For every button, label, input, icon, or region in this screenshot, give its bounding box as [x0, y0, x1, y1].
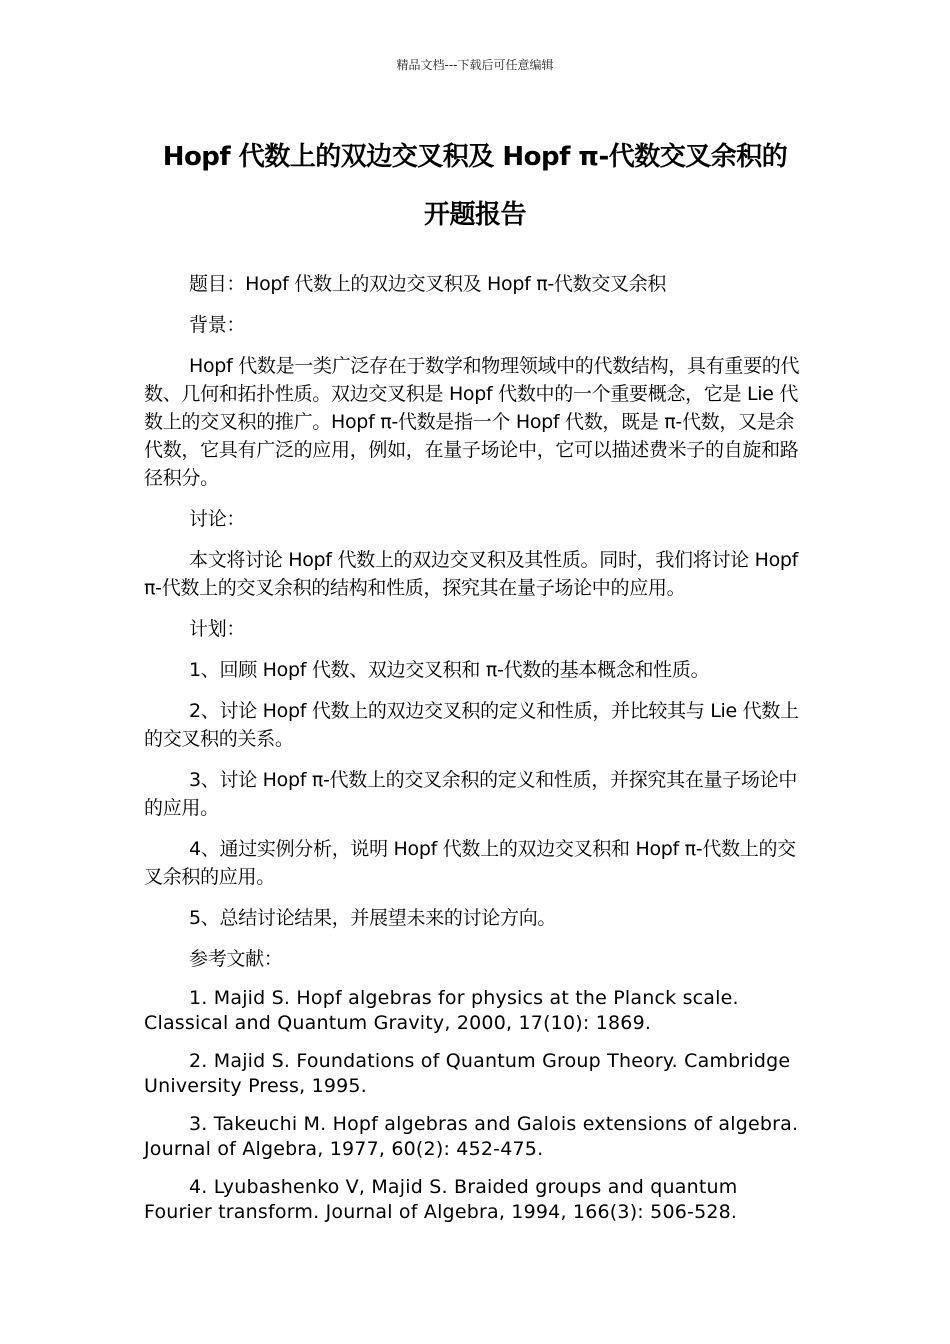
header-note: 精品文档---下载后可任意编辑 — [396, 58, 554, 72]
page-title — [120, 128, 830, 244]
plan-item-4: 4、通过实例分析，说明 Hopf 代数上的双边交叉积和 Hopf π-代数上的交叉余积的应用。 — [144, 838, 796, 888]
title-line-2: 开题报告 — [423, 200, 526, 230]
discussion-label: 讨论： — [189, 508, 246, 530]
topic-line: 题目：Hopf 代数上的双边交叉积及 Hopf π-代数交叉余积 — [189, 273, 667, 295]
plan-item-3: 3、讨论 Hopf π-代数上的交叉余积的定义和性质，并探究其在量子场论中的应用。 — [144, 769, 798, 819]
reference-item-3: 3. Takeuchi M. Hopf algebras and Galois extensions of algebra. Journal of Algebra, 1977, 60(2): 452-475. — [144, 1113, 799, 1160]
background-label: 背景： — [189, 314, 246, 336]
plan-item-2: 2、讨论 Hopf 代数上的双边交叉积的定义和性质，并比较其与 Lie 代数上的交叉积的关系。 — [144, 700, 799, 750]
plan-item-1: 1、回顾 Hopf 代数、双边交叉积和 π-代数的基本概念和性质。 — [189, 659, 710, 681]
discussion-paragraph: 本文将讨论 Hopf 代数上的双边交叉积及其性质。同时，我们将讨论 Hopf π-代数上的交叉余积的结构和性质，探究其在量子场论中的应用。 — [144, 549, 799, 599]
plan-label: 计划： — [189, 618, 246, 640]
reference-item-4: 4. Lyubashenko V, Majid S. Braided groups and quantum Fourier transform. Journal of Algebra, 1994, 166(3): 506-528. — [144, 1176, 738, 1223]
background-paragraph: Hopf 代数是一类广泛存在于数学和物理领域中的代数结构，具有重要的代数、几何和拓扑性质。双边交叉积是 Hopf 代数中的一个重要概念，它是 Lie 代数上的交叉积的推广。Hopf π-代数是指一个 Hopf 代数，既是 π-代数，又是余代数，它具有广泛的应用，例如，在量子场论中，它可以描述费米子的自旋和路径积分。 — [144, 355, 800, 489]
reference-item-1: 1. Majid S. Hopf algebras for physics at the Planck scale. Classical and Quantum Gravity, 2000, 17(10): 1869. — [144, 987, 739, 1034]
reference-item-2: 2. Majid S. Foundations of Quantum Group Theory. Cambridge University Press, 1995. — [144, 1050, 791, 1097]
references-label: 参考文献： — [189, 948, 283, 970]
title-line-1: Hopf 代数上的双边交叉积及 Hopf π-代数交叉余积的 — [162, 142, 788, 172]
plan-item-5: 5、总结讨论结果，并展望未来的讨论方向。 — [189, 907, 557, 929]
document-body — [144, 270, 808, 1238]
